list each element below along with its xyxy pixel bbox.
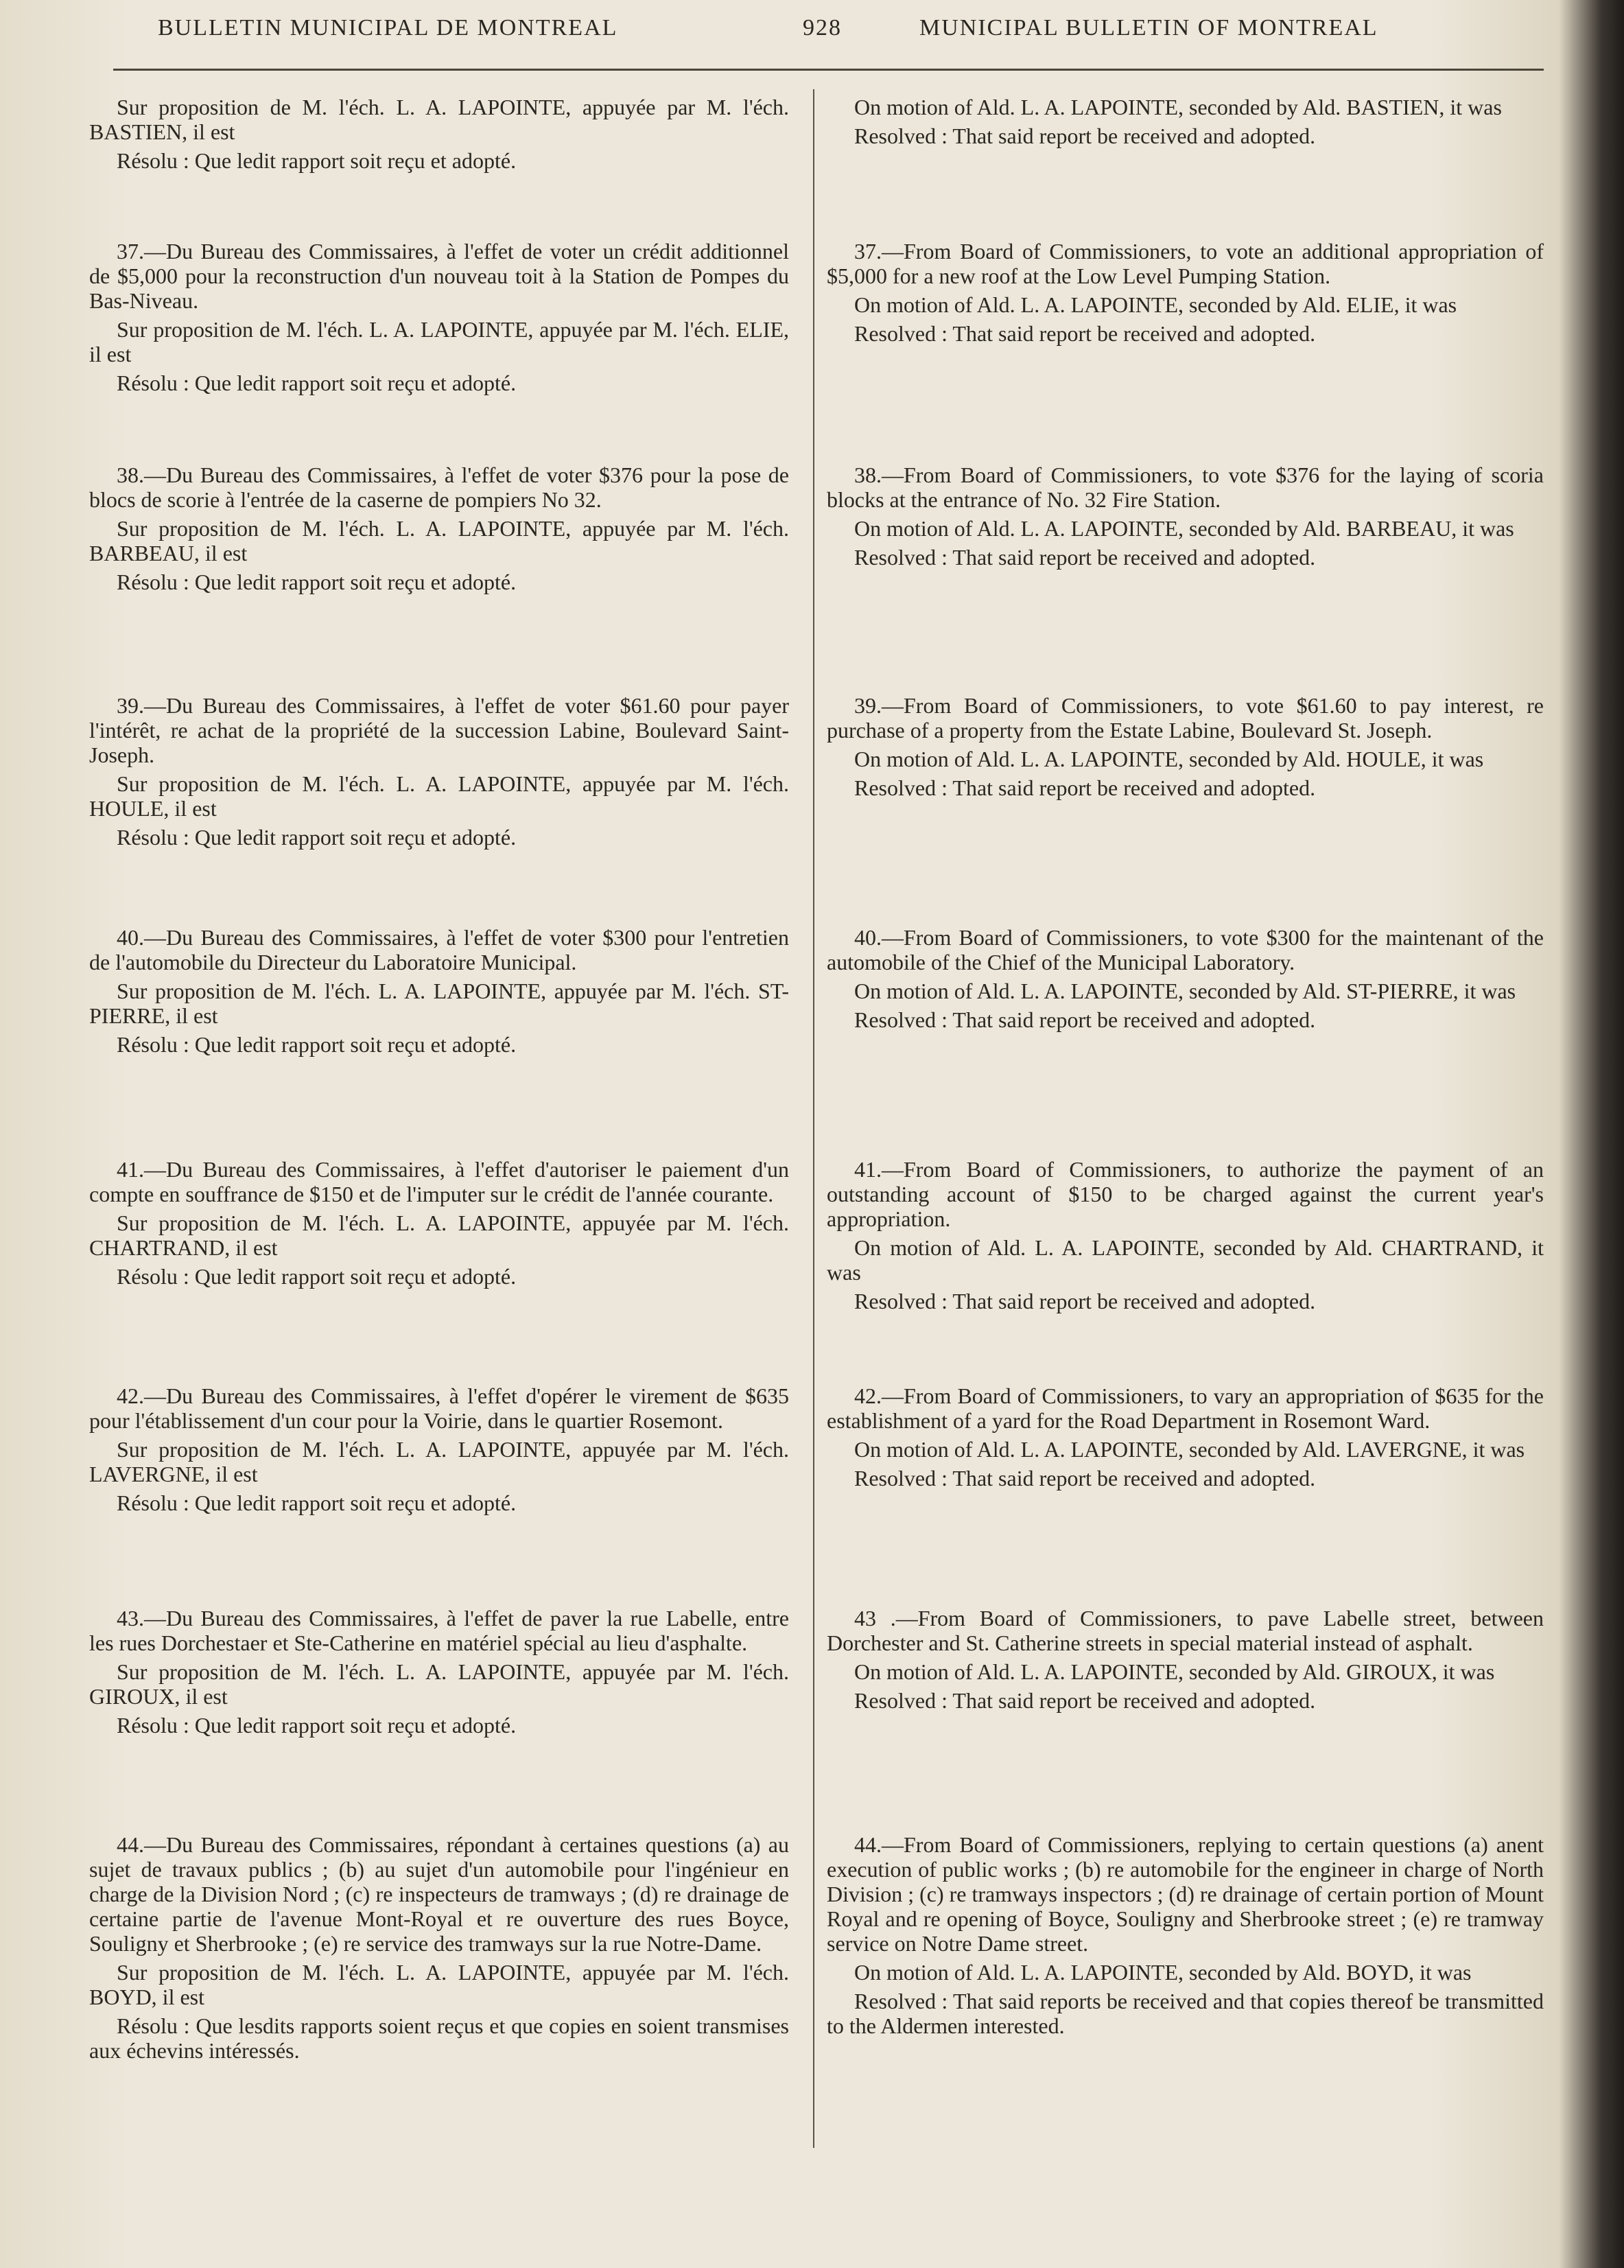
column-divider (813, 89, 814, 2148)
motion-text: On motion of Ald. L. A. LAPOINTE, seconded by Ald. ST-PIERRE, it was (854, 979, 1516, 1003)
item-text: 42.—From Board of Commissioners, to vary an appropriation of $635 for the establishment of a yard for the Road Department in Rosemont Ward. (827, 1383, 1544, 1433)
resolution-text: Résolu : Que ledit rapport soit reçu et adopté. (117, 1264, 517, 1289)
item-text: 41.—Du Bureau des Commissaires, à l'effet d'autoriser le paiement d'un compte en souffrance de $150 et de l'imputer sur le crédit de l'année courante. (89, 1157, 789, 1206)
minute-entry-fr-36 (89, 95, 789, 177)
item-text: 37.—From Board of Commissioners, to vote an additional appropriation of $5,000 for a new roof at the Low Level Pumping Station. (827, 239, 1544, 288)
resolution-text: Resolved : That said report be received and adopted. (854, 124, 1316, 148)
motion-text: On motion of Ald. L. A. LAPOINTE, seconded by Ald. LAVERGNE, it was (854, 1437, 1525, 1462)
running-header (103, 15, 1537, 56)
motion-text: Sur proposition de M. l'éch. L. A. LAPOINTE, appuyée par M. l'éch. GIROUX, il est (89, 1659, 789, 1709)
item-text: 39.—From Board of Commissioners, to vote $61.60 to pay interest, re purchase of a property from the Estate Labine, Boulevard St. Joseph. (827, 693, 1544, 743)
minute-entry-fr-37 (89, 239, 789, 399)
motion-text: On motion of Ald. L. A. LAPOINTE, seconded by Ald. BARBEAU, it was (854, 516, 1514, 541)
resolution-text: Resolved : That said report be received and adopted. (854, 321, 1316, 346)
motion-text: On motion of Ald. L. A. LAPOINTE, seconded by Ald. CHARTRAND, it was (827, 1235, 1544, 1285)
minute-entry-fr-40 (89, 925, 789, 1061)
header-rule (113, 69, 1544, 71)
item-text: 41.—From Board of Commissioners, to authorize the payment of an outstanding account of $150 to be charged against the current year's appropriation. (827, 1157, 1544, 1231)
motion-text: Sur proposition de M. l'éch. L. A. LAPOINTE, appuyée par M. l'éch. HOULE, il est (89, 771, 789, 821)
resolution-text: Résolu : Que ledit rapport soit reçu et adopté. (117, 1713, 517, 1738)
item-text: 43 .—From Board of Commissioners, to pave Labelle street, between Dorchester and St. Catherine streets in special material instead of asphalt. (827, 1606, 1544, 1655)
resolution-text: Résolu : Que ledit rapport soit reçu et adopté. (117, 371, 517, 395)
resolution-text: Resolved : That said report be received and adopted. (854, 545, 1316, 570)
resolution-text: Résolu : Que lesdits rapports soient reçus et que copies en soient transmises aux échevins intéressés. (89, 2013, 789, 2063)
resolution-text: Resolved : That said report be received and adopted. (854, 1289, 1316, 1313)
header-french-title: BULLETIN MUNICIPAL DE MONTREAL (158, 15, 618, 40)
resolution-text: Résolu : Que ledit rapport soit reçu et adopté. (117, 1490, 517, 1515)
resolution-text: Résolu : Que ledit rapport soit reçu et adopté. (117, 570, 517, 594)
item-text: 40.—Du Bureau des Commissaires, à l'effet de voter $300 pour l'entretien de l'automobile du Directeur du Laboratoire Municipal. (89, 925, 789, 974)
resolution-text: Resolved : That said report be received and adopted. (854, 1688, 1316, 1713)
minute-entry-en-36 (827, 95, 1544, 152)
item-text: 44.—Du Bureau des Commissaires, répondant à certaines questions (a) au sujet de travaux publics ; (b) au sujet d'un automobile pour l'ingénieur en charge de la Division Nord ; (c) re inspecteurs de tramways ; (d) re drainage de certaine partie de l'avenue Mont-Royal et re ouverture des rues Boyce, Souligny et Sherbrooke ; (e) re service des tramways sur la rue Notre-Dame. (89, 1832, 789, 1956)
motion-text: On motion of Ald. L. A. LAPOINTE, seconded by Ald. GIROUX, it was (854, 1659, 1495, 1684)
minute-entry-en-37 (827, 239, 1544, 350)
minute-entry-fr-44 (89, 1832, 789, 2067)
minute-entry-fr-42 (89, 1383, 789, 1519)
minute-entry-en-39 (827, 693, 1544, 804)
motion-text: On motion of Ald. L. A. LAPOINTE, seconded by Ald. HOULE, it was (854, 747, 1484, 771)
minute-entry-fr-38 (89, 463, 789, 598)
header-english-title: MUNICIPAL BULLETIN OF MONTREAL (919, 15, 1378, 40)
motion-text: Sur proposition de M. l'éch. L. A. LAPOINTE, appuyée par M. l'éch. BOYD, il est (89, 1960, 789, 2009)
motion-text: Sur proposition de M. l'éch. L. A. LAPOINTE, appuyée par M. l'éch. ELIE, il est (89, 317, 789, 366)
motion-text: Sur proposition de M. l'éch. L. A. LAPOINTE, appuyée par M. l'éch. BASTIEN, il est (89, 95, 789, 144)
motion-text: Sur proposition de M. l'éch. L. A. LAPOINTE, appuyée par M. l'éch. ST-PIERRE, il est (89, 979, 789, 1028)
minute-entry-en-41 (827, 1157, 1544, 1318)
resolution-text: Resolved : That said report be received and adopted. (854, 1007, 1316, 1032)
item-text: 44.—From Board of Commissioners, replying to certain questions (a) anent execution of public works ; (b) re automobile for the engineer in charge of North Division ; (c) re tramways inspectors ; (d) re drainage of certain portion of Mount Royal and re opening of Boyce, Souligny and Sherbrooke street ; (e) re tramway service on Notre Dame street. (827, 1832, 1544, 1956)
resolution-text: Resolved : That said report be received and adopted. (854, 1466, 1316, 1490)
item-text: 38.—Du Bureau des Commissaires, à l'effet de voter $376 pour la pose de blocs de scorie à l'entrée de la caserne de pompiers No 32. (89, 463, 789, 512)
motion-text: Sur proposition de M. l'éch. L. A. LAPOINTE, appuyée par M. l'éch. BARBEAU, il est (89, 516, 789, 565)
motion-text: On motion of Ald. L. A. LAPOINTE, seconded by Ald. BASTIEN, it was (854, 95, 1502, 119)
minute-entry-fr-43 (89, 1606, 789, 1742)
page-number: 928 (803, 15, 842, 40)
minute-entry-en-38 (827, 463, 1544, 574)
item-text: 43.—Du Bureau des Commissaires, à l'effet de paver la rue Labelle, entre les rues Dorchestaer et Ste-Catherine en matériel spécial au lieu d'asphalte. (89, 1606, 789, 1655)
minute-entry-fr-39 (89, 693, 789, 854)
item-text: 39.—Du Bureau des Commissaires, à l'effet de voter $61.60 pour payer l'intérêt, re achat de la propriété de la succession Labine, Boulevard Saint-Joseph. (89, 693, 789, 767)
minute-entry-en-43 (827, 1606, 1544, 1717)
minute-entry-en-42 (827, 1383, 1544, 1495)
item-text: 37.—Du Bureau des Commissaires, à l'effet de voter un crédit additionnel de $5,000 pour la reconstruction d'un nouveau toit à la Station de Pompes du Bas-Niveau. (89, 239, 789, 313)
resolution-text: Resolved : That said report be received and adopted. (854, 775, 1316, 800)
item-text: 38.—From Board of Commissioners, to vote $376 for the laying of scoria blocks at the entrance of No. 32 Fire Station. (827, 463, 1544, 512)
item-text: 40.—From Board of Commissioners, to vote $300 for the maintenant of the automobile of the Chief of the Municipal Laboratory. (827, 925, 1544, 974)
resolution-text: Resolved : That said reports be received and that copies thereof be transmitted to the Aldermen interested. (827, 1989, 1544, 2038)
motion-text: Sur proposition de M. l'éch. L. A. LAPOINTE, appuyée par M. l'éch. CHARTRAND, il est (89, 1211, 789, 1260)
motion-text: On motion of Ald. L. A. LAPOINTE, seconded by Ald. BOYD, it was (854, 1960, 1472, 1985)
motion-text: On motion of Ald. L. A. LAPOINTE, seconded by Ald. ELIE, it was (854, 292, 1457, 317)
item-text: 42.—Du Bureau des Commissaires, à l'effet d'opérer le virement de $635 pour l'établissement d'un cour pour la Voirie, dans le quartier Rosemont. (89, 1383, 789, 1433)
minute-entry-en-40 (827, 925, 1544, 1036)
minute-entry-fr-41 (89, 1157, 789, 1293)
resolution-text: Résolu : Que ledit rapport soit reçu et adopté. (117, 1032, 517, 1057)
resolution-text: Résolu : Que ledit rapport soit reçu et adopté. (117, 148, 517, 173)
motion-text: Sur proposition de M. l'éch. L. A. LAPOINTE, appuyée par M. l'éch. LAVERGNE, il est (89, 1437, 789, 1486)
resolution-text: Résolu : Que ledit rapport soit reçu et adopté. (117, 825, 517, 850)
minute-entry-en-44 (827, 1832, 1544, 2042)
